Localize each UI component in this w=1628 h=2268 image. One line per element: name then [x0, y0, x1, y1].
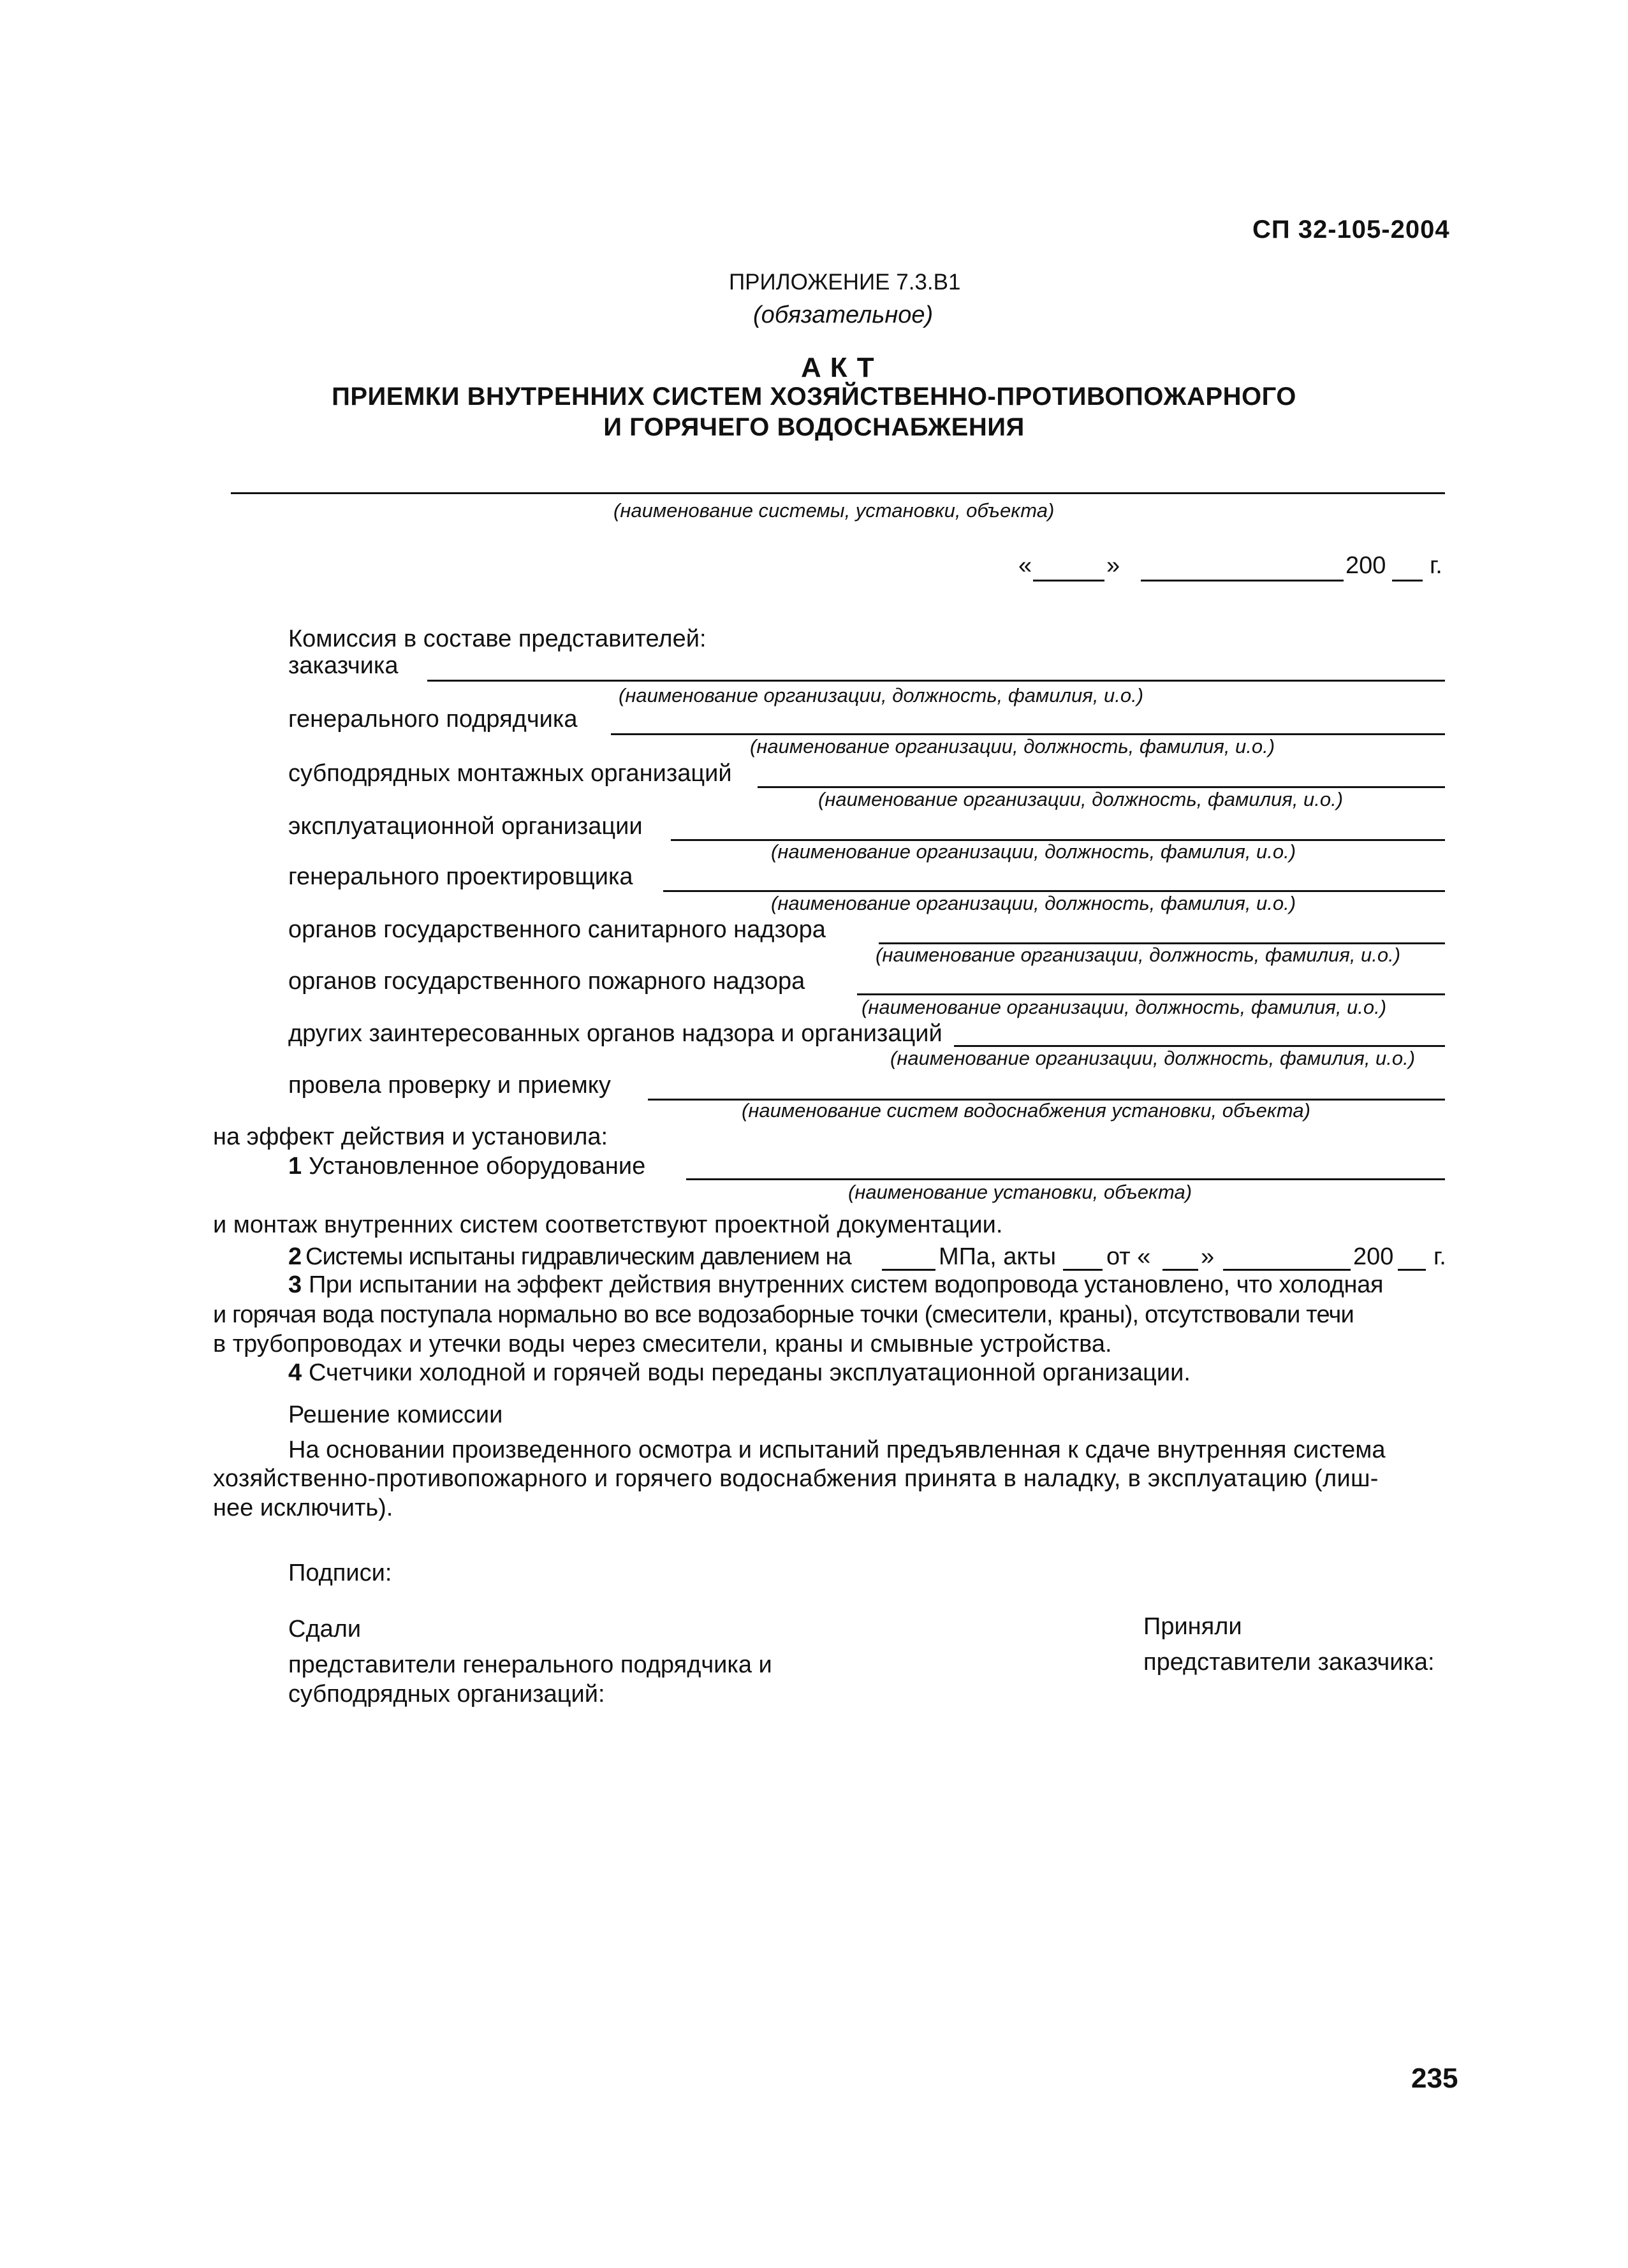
decision-line2: хозяйственно-противопожарного и горячего водоснабжения принята в наладку, в эксплуатацию (лиш-	[213, 1465, 1379, 1492]
signatures-left-line2: субподрядных организаций:	[288, 1681, 605, 1708]
member-caption-general-contractor: (наименование организации, должность, фамилия, и.о.)	[750, 735, 1275, 757]
inspection-label: провела проверку и приемку	[288, 1072, 611, 1099]
item2-act-number-line[interactable]	[1063, 1269, 1103, 1271]
findings-intro: на эффект действия и установила:	[213, 1123, 608, 1150]
member-label-designer: генерального проектировщика	[288, 863, 633, 890]
member-label-operator: эксплуатационной организации	[288, 813, 643, 840]
item4-text: Счетчики холодной и горячей воды переданы эксплуатационной организации.	[309, 1359, 1191, 1386]
appendix-status: (обязательное)	[753, 302, 934, 328]
object-name-line[interactable]	[231, 492, 1445, 494]
act-heading: АКТ	[801, 352, 883, 383]
item3-line1: При испытании на эффект действия внутренних систем водопровода установлено, что холодная	[309, 1271, 1384, 1298]
item2-text-d: »	[1201, 1243, 1215, 1270]
decision-line1: На основании произведенного осмотра и испытаний предъявленная к сдаче внутренняя система	[288, 1437, 1386, 1463]
member-line-customer[interactable]	[427, 680, 1445, 682]
member-caption-other: (наименование организации, должность, фамилия, и.о.)	[890, 1047, 1416, 1069]
signatures-heading: Подписи:	[288, 1560, 392, 1586]
member-caption-customer: (наименование организации, должность, фамилия, и.о.)	[619, 684, 1144, 706]
item2-text-f: г.	[1434, 1243, 1446, 1270]
item2-pressure-line[interactable]	[882, 1269, 935, 1271]
member-label-fire: органов государственного пожарного надзора	[288, 968, 805, 995]
date-day-line[interactable]	[1033, 580, 1104, 582]
member-caption-fire: (наименование организации, должность, фамилия, и.о.)	[862, 996, 1387, 1018]
member-caption-designer: (наименование организации, должность, фамилия, и.о.)	[771, 892, 1296, 914]
member-label-subcontractors: субподрядных монтажных организаций	[288, 760, 732, 787]
item2-text-b: МПа, акты	[939, 1243, 1057, 1270]
decision-line3: нее исключить).	[213, 1495, 393, 1521]
member-label-customer: заказчика	[288, 652, 399, 679]
item1-number: 1	[288, 1153, 302, 1180]
date-year-prefix: 200	[1346, 552, 1386, 579]
date-open-quote: «	[1018, 552, 1032, 579]
item2-number: 2	[288, 1243, 302, 1270]
inspection-caption: (наименование систем водоснабжения установки, объекта)	[742, 1099, 1310, 1122]
item3-number: 3	[288, 1271, 302, 1298]
date-year-line[interactable]	[1392, 580, 1423, 582]
item1-text: Установленное оборудование	[309, 1153, 646, 1180]
item1-continuation: и монтаж внутренних систем соответствуют проектной документации.	[213, 1211, 1003, 1238]
member-label-sanitary: органов государственного санитарного надзора	[288, 916, 826, 943]
member-caption-sanitary: (наименование организации, должность, фамилия, и.о.)	[876, 944, 1401, 966]
act-title-line-1: ПРИЕМКИ ВНУТРЕННИХ СИСТЕМ ХОЗЯЙСТВЕННО-ПРОТИВОПОЖАРНОГО	[332, 383, 1296, 411]
item2-day-line[interactable]	[1162, 1269, 1198, 1271]
item4-number: 4	[288, 1359, 302, 1386]
commission-intro: Комиссия в составе представителей:	[288, 626, 707, 652]
date-month-line[interactable]	[1141, 580, 1344, 582]
act-title-line-2: И ГОРЯЧЕГО ВОДОСНАБЖЕНИЯ	[603, 413, 1025, 441]
member-caption-subcontractors: (наименование организации, должность, фамилия, и.о.)	[818, 788, 1344, 810]
object-name-caption: (наименование системы, установки, объекта)	[613, 499, 1055, 522]
signatures-right-line1: представители заказчика:	[1143, 1649, 1435, 1676]
item2-year-line[interactable]	[1398, 1269, 1426, 1271]
signatures-right-title: Приняли	[1143, 1613, 1242, 1640]
document-code: СП 32-105-2004	[1252, 216, 1450, 244]
item3-line3: в трубопроводах и утечки воды через смесители, краны и смывные устройства.	[213, 1331, 1112, 1357]
member-label-general-contractor: генерального подрядчика	[288, 706, 578, 733]
date-year-suffix: г.	[1430, 552, 1442, 579]
item2-text-e: 200	[1353, 1243, 1394, 1270]
page-number: 235	[1411, 2063, 1458, 2094]
signatures-left-line1: представители генерального подрядчика и	[288, 1651, 772, 1678]
appendix-number: ПРИЛОЖЕНИЕ 7.3.В1	[729, 270, 961, 295]
signatures-left-title: Сдали	[288, 1616, 362, 1642]
member-caption-operator: (наименование организации, должность, фамилия, и.о.)	[771, 840, 1296, 863]
item2-text-c: от «	[1106, 1243, 1151, 1270]
item1-caption: (наименование установки, объекта)	[848, 1181, 1192, 1203]
item2-month-line[interactable]	[1223, 1269, 1351, 1271]
item2-text-a: Системы испытаны гидравлическим давлением на	[305, 1243, 851, 1270]
member-line-fire[interactable]	[857, 993, 1445, 995]
item3-line2: и горячая вода поступала нормально во все водозаборные точки (смесители, краны), отсутствовали течи	[213, 1301, 1354, 1328]
date-close-quote: »	[1106, 552, 1120, 579]
item1-equipment-line[interactable]	[686, 1178, 1445, 1180]
member-label-other: других заинтересованных органов надзора и организаций	[288, 1020, 942, 1047]
decision-heading: Решение комиссии	[288, 1401, 503, 1428]
